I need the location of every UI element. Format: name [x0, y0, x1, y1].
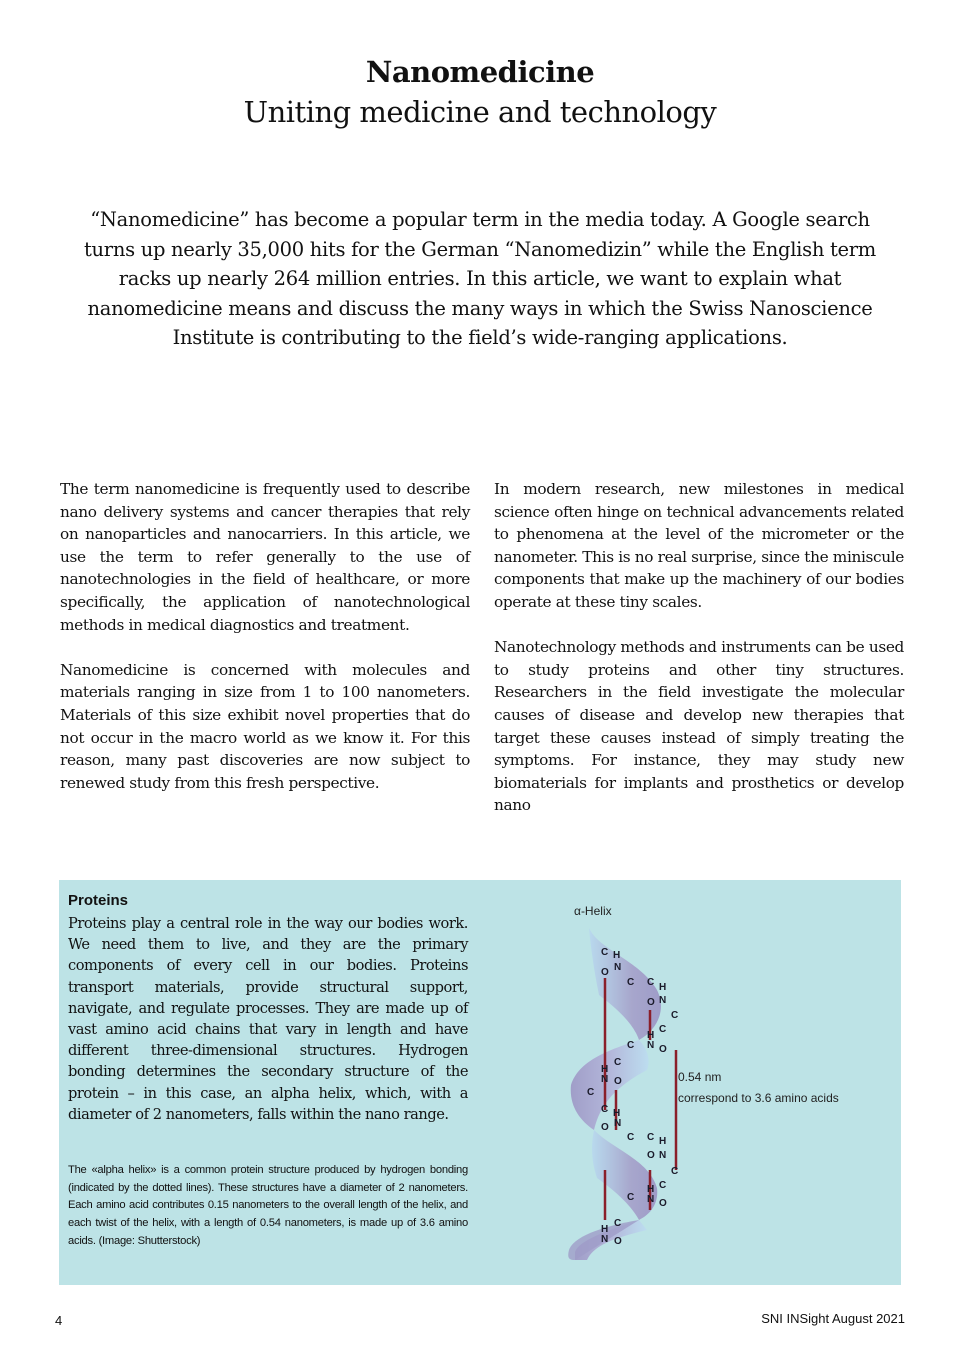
svg-text:C: C	[627, 1192, 635, 1203]
svg-text:H: H	[659, 982, 667, 993]
svg-text:C: C	[601, 947, 609, 958]
svg-text:N: N	[614, 962, 622, 973]
svg-text:O: O	[659, 1044, 667, 1055]
svg-text:N: N	[601, 1074, 609, 1085]
svg-text:C: C	[627, 1132, 635, 1143]
svg-text:O: O	[601, 967, 609, 978]
paragraph: The term nanomedicine is frequently used to describe nano delivery systems and cancer therapies that rely on nanoparticles and nanocarriers. In this article, we use the term to refer generally to the use of nanotechnologies in the field of healthcare, or more specifically, the application of nanotechnological methods in medical diagnostics and treatment.	[60, 480, 470, 634]
svg-text:C: C	[659, 1024, 667, 1035]
svg-text:C: C	[614, 1218, 622, 1229]
figure-caption: The «alpha helix» is a common protein structure produced by hydrogen bonding (indicated by the dotted lines). These structures have a diameter of 2 nanometers. Each amino acid contributes 0.15 nanometers to the overall length of the helix, and each twist of the helix, with a length of 0.54 nanometers, is made up of 3.6 amino acids. (Image: Shutterstock)	[68, 1164, 468, 1247]
helix-label: α-Helix	[574, 904, 612, 918]
svg-text:H: H	[647, 1030, 655, 1041]
svg-text:N: N	[601, 1234, 609, 1245]
paragraph: Nanotechnology methods and instruments can be used to study proteins and other tiny structures. Researchers in the field investigate the molecular causes of disease and develop new therapies that target these causes instead of simply treating the symptoms. For instance, they may study new biomaterials for implants and prosthetics or develop nano	[494, 638, 904, 815]
svg-text:C: C	[647, 977, 655, 988]
paragraph: Nanomedicine is concerned with molecules and materials ranging in size from 1 to 100 nanometers. Materials of this size exhibit novel properties that do not occur in the macro world as we know it. For this reason, many past discoveries are now subject to renewed study from this fresh perspective.	[60, 660, 470, 792]
svg-text:O: O	[659, 1198, 667, 1209]
paragraph: In modern research, new milestones in medical science often hinge on technical advancements related to phenomena at the level of the micrometer or the nanometer. This is no real surprise, since the miniscule components that make up the machinery of our bodies operate at these tiny scales.	[494, 480, 904, 611]
svg-text:O: O	[614, 1236, 622, 1247]
article-header	[0, 52, 960, 132]
svg-text:N: N	[659, 995, 667, 1006]
svg-text:C: C	[671, 1010, 679, 1021]
svg-text:N: N	[614, 1118, 622, 1129]
alpha-helix-illustration	[539, 920, 689, 1260]
page-number: 4	[55, 1313, 63, 1328]
svg-text:C: C	[627, 1040, 635, 1051]
svg-text:C: C	[627, 977, 635, 988]
svg-text:O: O	[647, 997, 655, 1008]
svg-text:O: O	[614, 1076, 622, 1087]
svg-text:H: H	[601, 1224, 609, 1235]
svg-text:H: H	[613, 1108, 621, 1119]
box-text: Proteins play a central role in the way our bodies work. We need them to live, and they are the primary components of every cell in our bodies. Proteins transport materials, provide structural support, navigate, and regulate processes. They are made up of vast amino acid chains that vary in length and have different three-dimensional structures. Hydrogen bonding determines the secondary structure of the protein – in this case, an alpha helix, which, with a diameter of 2 nanometers, falls within the nano range.	[68, 915, 468, 1123]
svg-text:N: N	[659, 1150, 667, 1161]
svg-text:H: H	[647, 1184, 655, 1195]
box-heading: Proteins	[68, 892, 129, 909]
pitch-note: correspond to 3.6 amino acids	[678, 1091, 839, 1105]
svg-text:C: C	[587, 1087, 595, 1098]
svg-text:C: C	[659, 1180, 667, 1191]
lead-paragraph: “Nanomedicine” has become a popular term in the media today. A Google search turns up nearly 35,000 hits for the German “Nanomedizin” while the English term racks up nearly 264 million entries. In this article, we want to explain what nanomedicine means and discuss the many ways in which the Swiss Nanoscience Institute is contributing to the field’s wide-ranging applications.	[84, 208, 876, 349]
svg-text:C: C	[647, 1132, 655, 1143]
publication-footer: SNI INSight August 2021	[761, 1311, 905, 1326]
body-column-right	[494, 478, 904, 840]
svg-text:N: N	[647, 1040, 655, 1051]
svg-text:O: O	[601, 1122, 609, 1133]
svg-text:H: H	[659, 1136, 667, 1147]
body-column-left	[60, 478, 470, 817]
svg-text:C: C	[601, 1104, 609, 1115]
svg-text:H: H	[601, 1064, 609, 1075]
pitch-label: 0.54 nm	[678, 1070, 722, 1084]
svg-text:C: C	[614, 1057, 622, 1068]
svg-text:C: C	[671, 1166, 679, 1177]
page-subtitle: Uniting medicine and technology	[243, 95, 717, 129]
svg-text:O: O	[647, 1150, 655, 1161]
page-title: Nanomedicine	[365, 55, 595, 89]
svg-text:N: N	[647, 1194, 655, 1205]
svg-text:H: H	[613, 950, 621, 961]
proteins-info-box	[59, 880, 901, 1285]
